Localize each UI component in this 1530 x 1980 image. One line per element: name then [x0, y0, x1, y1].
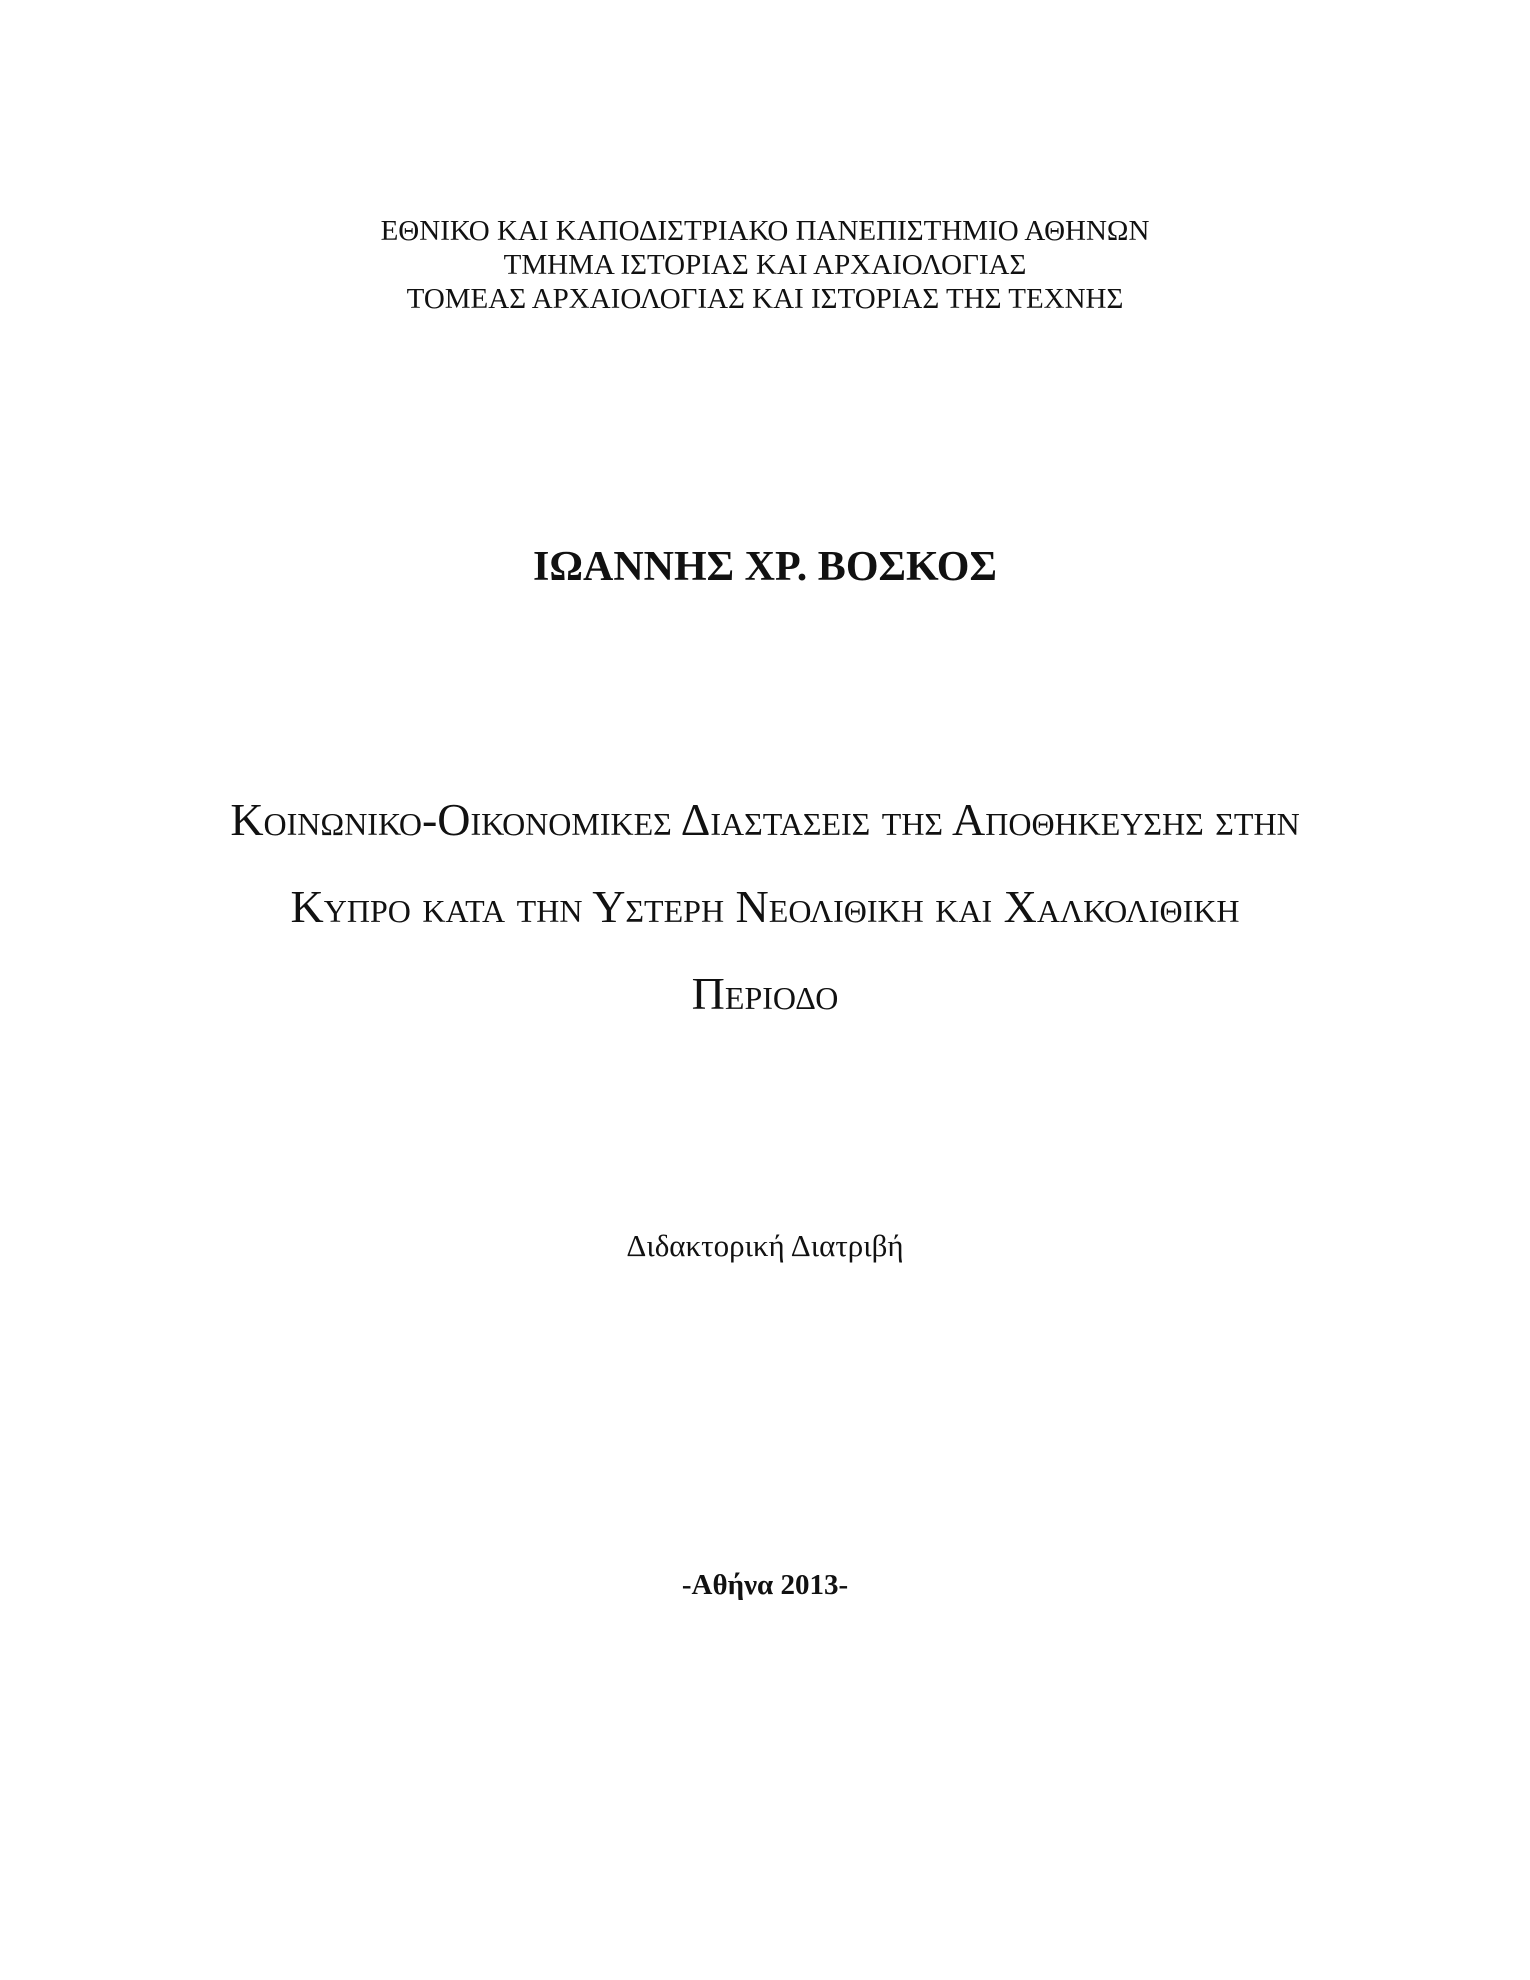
department-name: ΤΜΗΜΑ ΙΣΤΟΡΙΑΣ ΚΑΙ ΑΡΧΑΙΟΛΟΓΙΑΣ — [503, 249, 1027, 281]
sector-name: ΤΟΜΕΑΣ ΑΡΧΑΙΟΛΟΓΙΑΣ ΚΑΙ ΙΣΤΟΡΙΑΣ ΤΗΣ ΤΕΧΝΗΣ — [406, 283, 1124, 315]
thesis-title-line-1: Κοινωνικο-Οικονομικες Διαστασεις της Αποθηκευσης στην — [230, 794, 1300, 845]
author-name: ΙΩΑΝΝΗΣ ΧΡ. ΒΟΣΚΟΣ — [533, 544, 997, 590]
thesis-title-line-2: Κυπρο κατα την Υστερη Νεολιθικη και Χαλκολιθικη — [290, 881, 1240, 932]
document-type: Διδακτορική Διατριβή — [626, 1228, 904, 1263]
university-name: ΕΘΝΙΚΟ ΚΑΙ ΚΑΠΟΔΙΣΤΡΙΑΚΟ ΠΑΝΕΠΙΣΤΗΜΙΟ ΑΘΗΝΩΝ — [380, 215, 1150, 247]
place-and-date: -Αθήνα 2013- — [681, 1569, 849, 1601]
thesis-title-line-3: Περιοδο — [691, 968, 839, 1019]
